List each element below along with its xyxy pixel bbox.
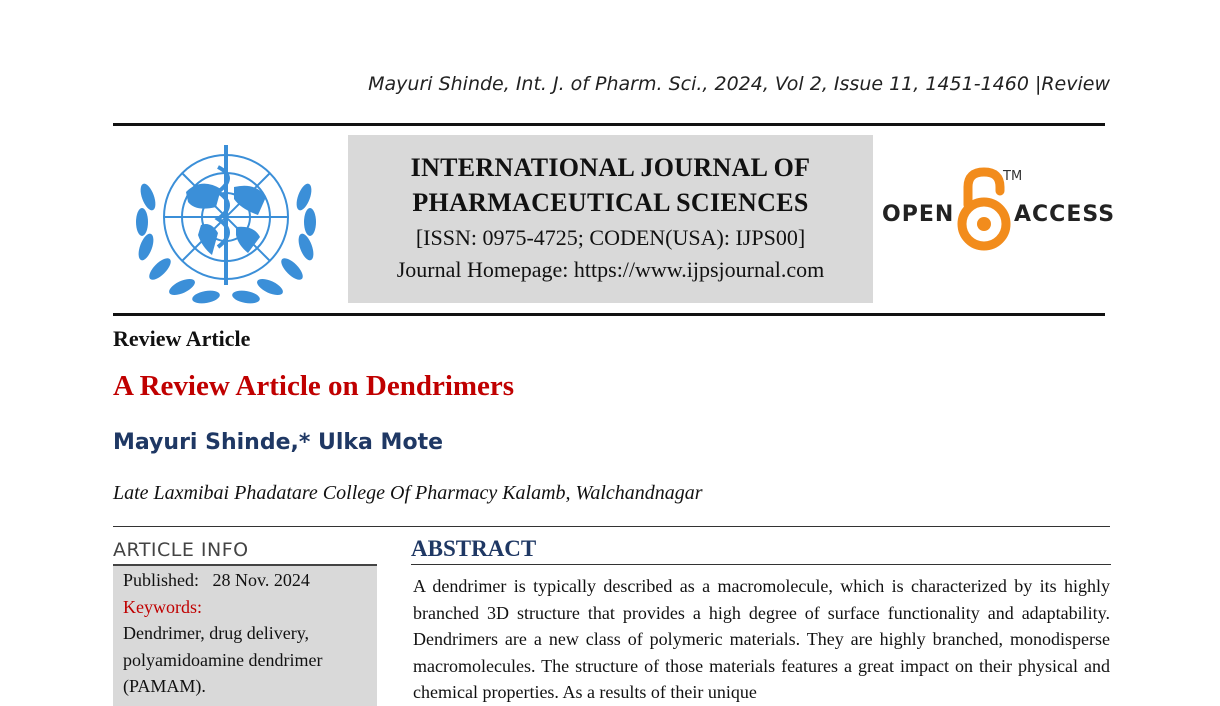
article-affiliation: Late Laxmibai Phadatare College Of Pharmacy Kalamb, Walchandnagar (113, 482, 703, 504)
journal-homepage: Journal Homepage: https://www.ijpsjournal.com (396, 257, 825, 282)
keywords-line: polyamidoamine dendrimer (123, 649, 323, 670)
abstract-text: A dendrimer is typically described as a macromolecule, which is characterized by its highly branched 3D structure that provides a high degree of surface functionality and adaptability. Dendrimers are a new class of polymeric materials. They are highly branched, monodisperse macromolecules. The structure of those materials features a great impact on their physical and chemical properties. As a results of their unique (413, 576, 1110, 702)
open-access-left-word: OPEN (882, 202, 955, 227)
header-top-rule (113, 123, 1105, 126)
journal-title-line1: INTERNATIONAL JOURNAL OF (410, 153, 811, 182)
running-head: Mayuri Shinde, Int. J. of Pharm. Sci., 2024, Vol 2, Issue 11, 1451-1460 |Review (368, 73, 1110, 95)
published-label: Published: (123, 570, 200, 590)
abstract-rule (411, 564, 1111, 565)
trademark-mark: TM (1003, 169, 1023, 184)
article-authors: Mayuri Shinde,* Ulka Mote (113, 430, 443, 455)
who-emblem-logo (126, 137, 326, 307)
open-access-logo (880, 167, 1116, 252)
header-bottom-rule (113, 313, 1105, 316)
journal-title-line2: PHARMACEUTICAL SCIENCES (412, 188, 809, 217)
article-title: A Review Article on Dendrimers (113, 370, 515, 402)
article-info-box (113, 566, 377, 706)
keywords-label: Keywords: (123, 596, 202, 617)
section-divider (113, 526, 1110, 527)
published-row (123, 567, 377, 594)
journal-banner (348, 135, 873, 303)
open-access-right-word: ACCESS (1014, 202, 1116, 227)
journal-issn: [ISSN: 0975-4725; CODEN(USA): IJPS00] (415, 225, 806, 250)
article-info-heading: ARTICLE INFO (113, 539, 249, 561)
abstract-heading: ABSTRACT (411, 536, 537, 561)
article-type: Review Article (113, 326, 251, 351)
published-date: 28 Nov. 2024 (212, 570, 310, 590)
keywords-line: Dendrimer, drug delivery, (123, 623, 310, 643)
keywords-line: (PAMAM). (123, 676, 206, 696)
